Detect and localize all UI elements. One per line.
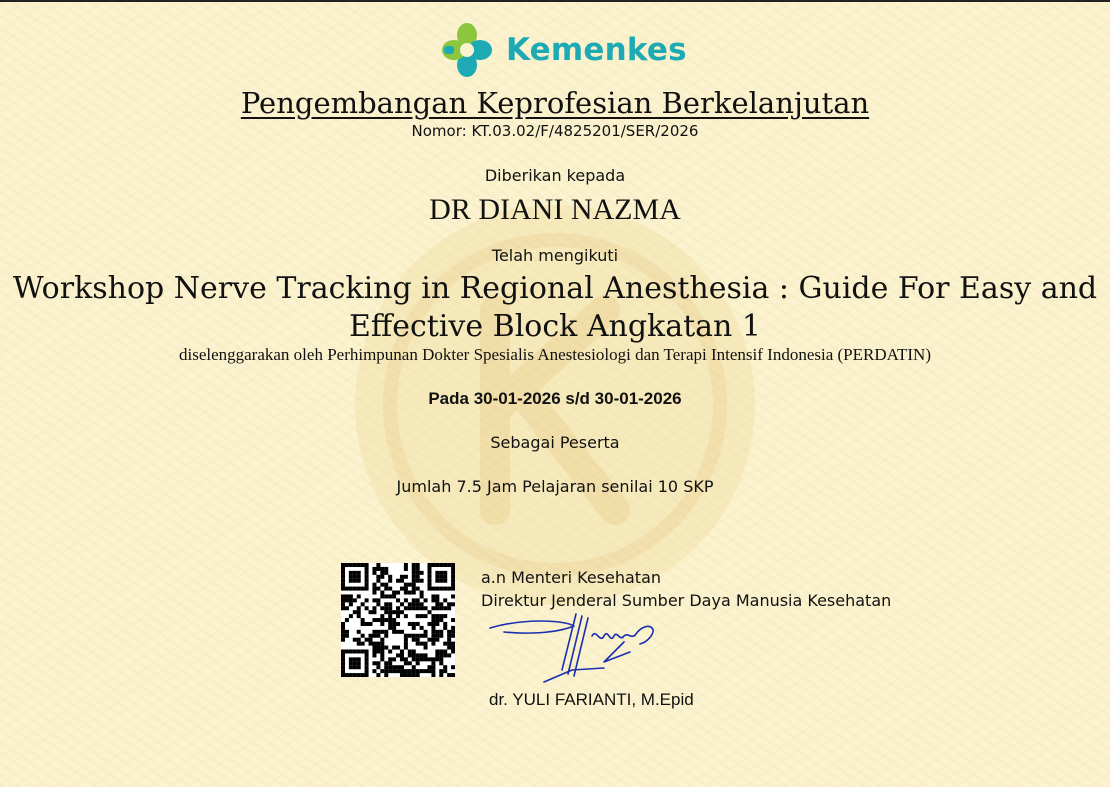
signatory-block <box>481 566 891 612</box>
recipient-name: DR DIANI NAZMA <box>429 193 681 226</box>
attended-label: Telah mengikuti <box>491 246 619 265</box>
certificate-title: Pengembangan Keprofesian Berkelanjutan <box>240 86 870 120</box>
signature-icon <box>484 612 664 686</box>
course-title <box>0 270 1110 346</box>
qr-code <box>341 563 455 677</box>
signatory-name: dr. YULI FARIANTI, M.Epid <box>489 690 694 709</box>
kemenkes-emblem-icon <box>440 21 494 79</box>
signatory-line2: Direktur Jenderal Sumber Daya Manusia Kesehatan <box>481 591 892 610</box>
logo-text: Kemenkes <box>506 32 687 68</box>
course-title-line1: Workshop Nerve Tracking in Regional Anesthesia : Guide For Easy and <box>12 271 1098 306</box>
credit-hours: Jumlah 7.5 Jam Pelajaran senilai 10 SKP <box>396 477 714 496</box>
event-date: Pada 30-01-2026 s/d 30-01-2026 <box>428 389 682 408</box>
top-border <box>0 0 1110 2</box>
kemenkes-logo <box>440 20 687 80</box>
given-to-label: Diberikan kepada <box>484 166 626 185</box>
organizer: diselenggarakan oleh Perhimpunan Dokter Spesialis Anestesiologi dan Terapi Intensif Indonesia (PERDATIN) <box>178 345 931 364</box>
signatory-line1: a.n Menteri Kesehatan <box>481 568 662 587</box>
qr-code-icon <box>341 563 455 677</box>
course-title-line2: Effective Block Angkatan 1 <box>348 309 762 344</box>
certificate-number: Nomor: KT.03.02/F/4825201/SER/2026 <box>411 122 699 140</box>
participant-role: Sebagai Peserta <box>490 433 620 452</box>
